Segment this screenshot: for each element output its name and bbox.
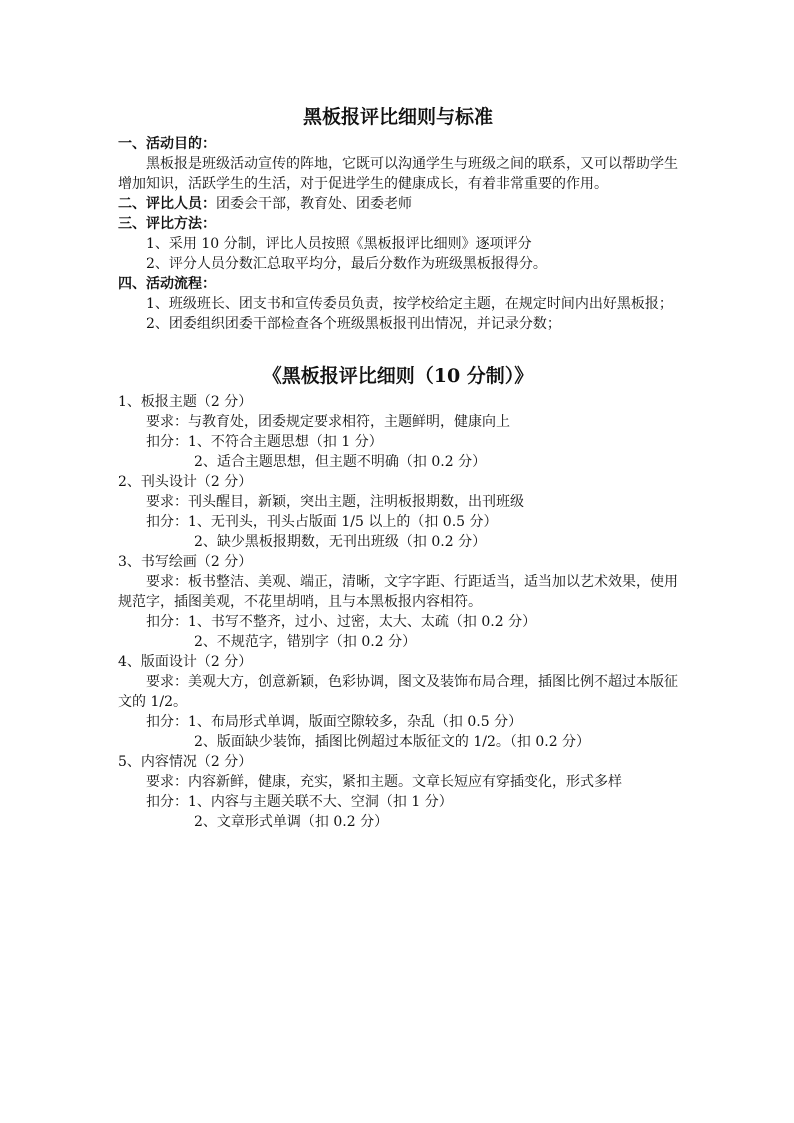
document-title: 黑板报评比细则与标准 [302,106,493,128]
section-method-heading: 三、评比方法： [118,216,216,232]
criterion-name: 5、内容情况（2 分） [118,754,253,770]
criterion-deduction: 扣分：1、不符合主题思想（扣 1 分） [146,434,383,450]
criterion-deduction: 2、缺少黑板报期数，无刊出班级（扣 0.2 分） [194,534,487,550]
section-judges-heading: 二、评比人员： [118,196,216,212]
section-process-heading: 四、活动流程： [118,276,216,292]
section-method-item: 1、采用 10 分制，评比人员按照《黑板报评比细则》逐项评分 [146,236,532,252]
document-page [118,104,678,832]
criterion-deduction: 2、版面缺少装饰，插图比例超过本版征文的 1/2。（扣 0.2 分） [194,734,591,750]
section-process-item: 2、团委组织团委干部检查各个班级黑板报刊出情况，并记录分数； [146,316,561,332]
criterion-deduction: 2、适合主题思想，但主题不明确（扣 0.2 分） [194,454,487,470]
section-method-item: 2、评分人员分数汇总取平均分，最后分数作为班级黑板报得分。 [146,256,547,272]
criterion-name: 2、刊头设计（2 分） [118,474,253,490]
criterion-name: 3、书写绘画（2 分） [118,554,253,570]
section-purpose-body: 黑板报是班级活动宣传的阵地，它既可以沟通学生与班级之间的联系，又可以帮助学生增加知识，活跃学生的生活，对于促进学生的健康成长，有着非常重要的作用。 [118,156,678,192]
criterion-name: 4、版面设计（2 分） [118,654,253,670]
criterion-deduction: 2、文章形式单调（扣 0.2 分） [194,814,389,830]
criterion-deduction: 扣分：1、书写不整齐，过小、过密，太大、太疏（扣 0.2 分） [146,614,537,630]
section-judges-line [118,194,678,214]
section-judges-body: 团委会干部，教育处、团委老师 [216,196,412,212]
criterion-deduction: 扣分：1、无刊头，刊头占版面 1/5 以上的（扣 0.5 分） [146,514,498,530]
criterion-deduction: 扣分：1、布局形式单调，版面空隙较多，杂乱（扣 0.5 分） [146,714,523,730]
criterion-requirement: 要求：与教育处，团委规定要求相符，主题鲜明，健康向上 [146,414,510,430]
criterion-requirement: 要求：板书整洁、美观、端正，清晰，文字字距、行距适当，适当加以艺术效果，使用规范字，插图美观，不花里胡哨，且与本黑板报内容相符。 [118,574,678,610]
criterion-requirement: 要求：美观大方，创意新颖，色彩协调，图文及装饰布局合理，插图比例不超过本版征文的 1/2。 [118,674,678,710]
section-process-item: 1、班级班长、团支书和宣传委员负责，按学校给定主题，在规定时间内出好黑板报； [146,296,673,312]
section-purpose-heading: 一、活动目的： [118,136,216,152]
criterion-deduction: 2、不规范字，错别字（扣 0.2 分） [194,634,417,650]
criterion-name: 1、板报主题（2 分） [118,394,253,410]
criterion-requirement: 要求：内容新鲜，健康，充实，紧扣主题。文章长短应有穿插变化，形式多样 [146,774,622,790]
criteria-title: 《黑板报评比细则（10 分制）》 [262,365,534,387]
criterion-requirement: 要求：刊头醒目，新颖，突出主题，注明板报期数，出刊班级 [146,494,524,510]
criterion-deduction: 扣分：1、内容与主题关联不大、空洞（扣 1 分） [146,794,453,810]
